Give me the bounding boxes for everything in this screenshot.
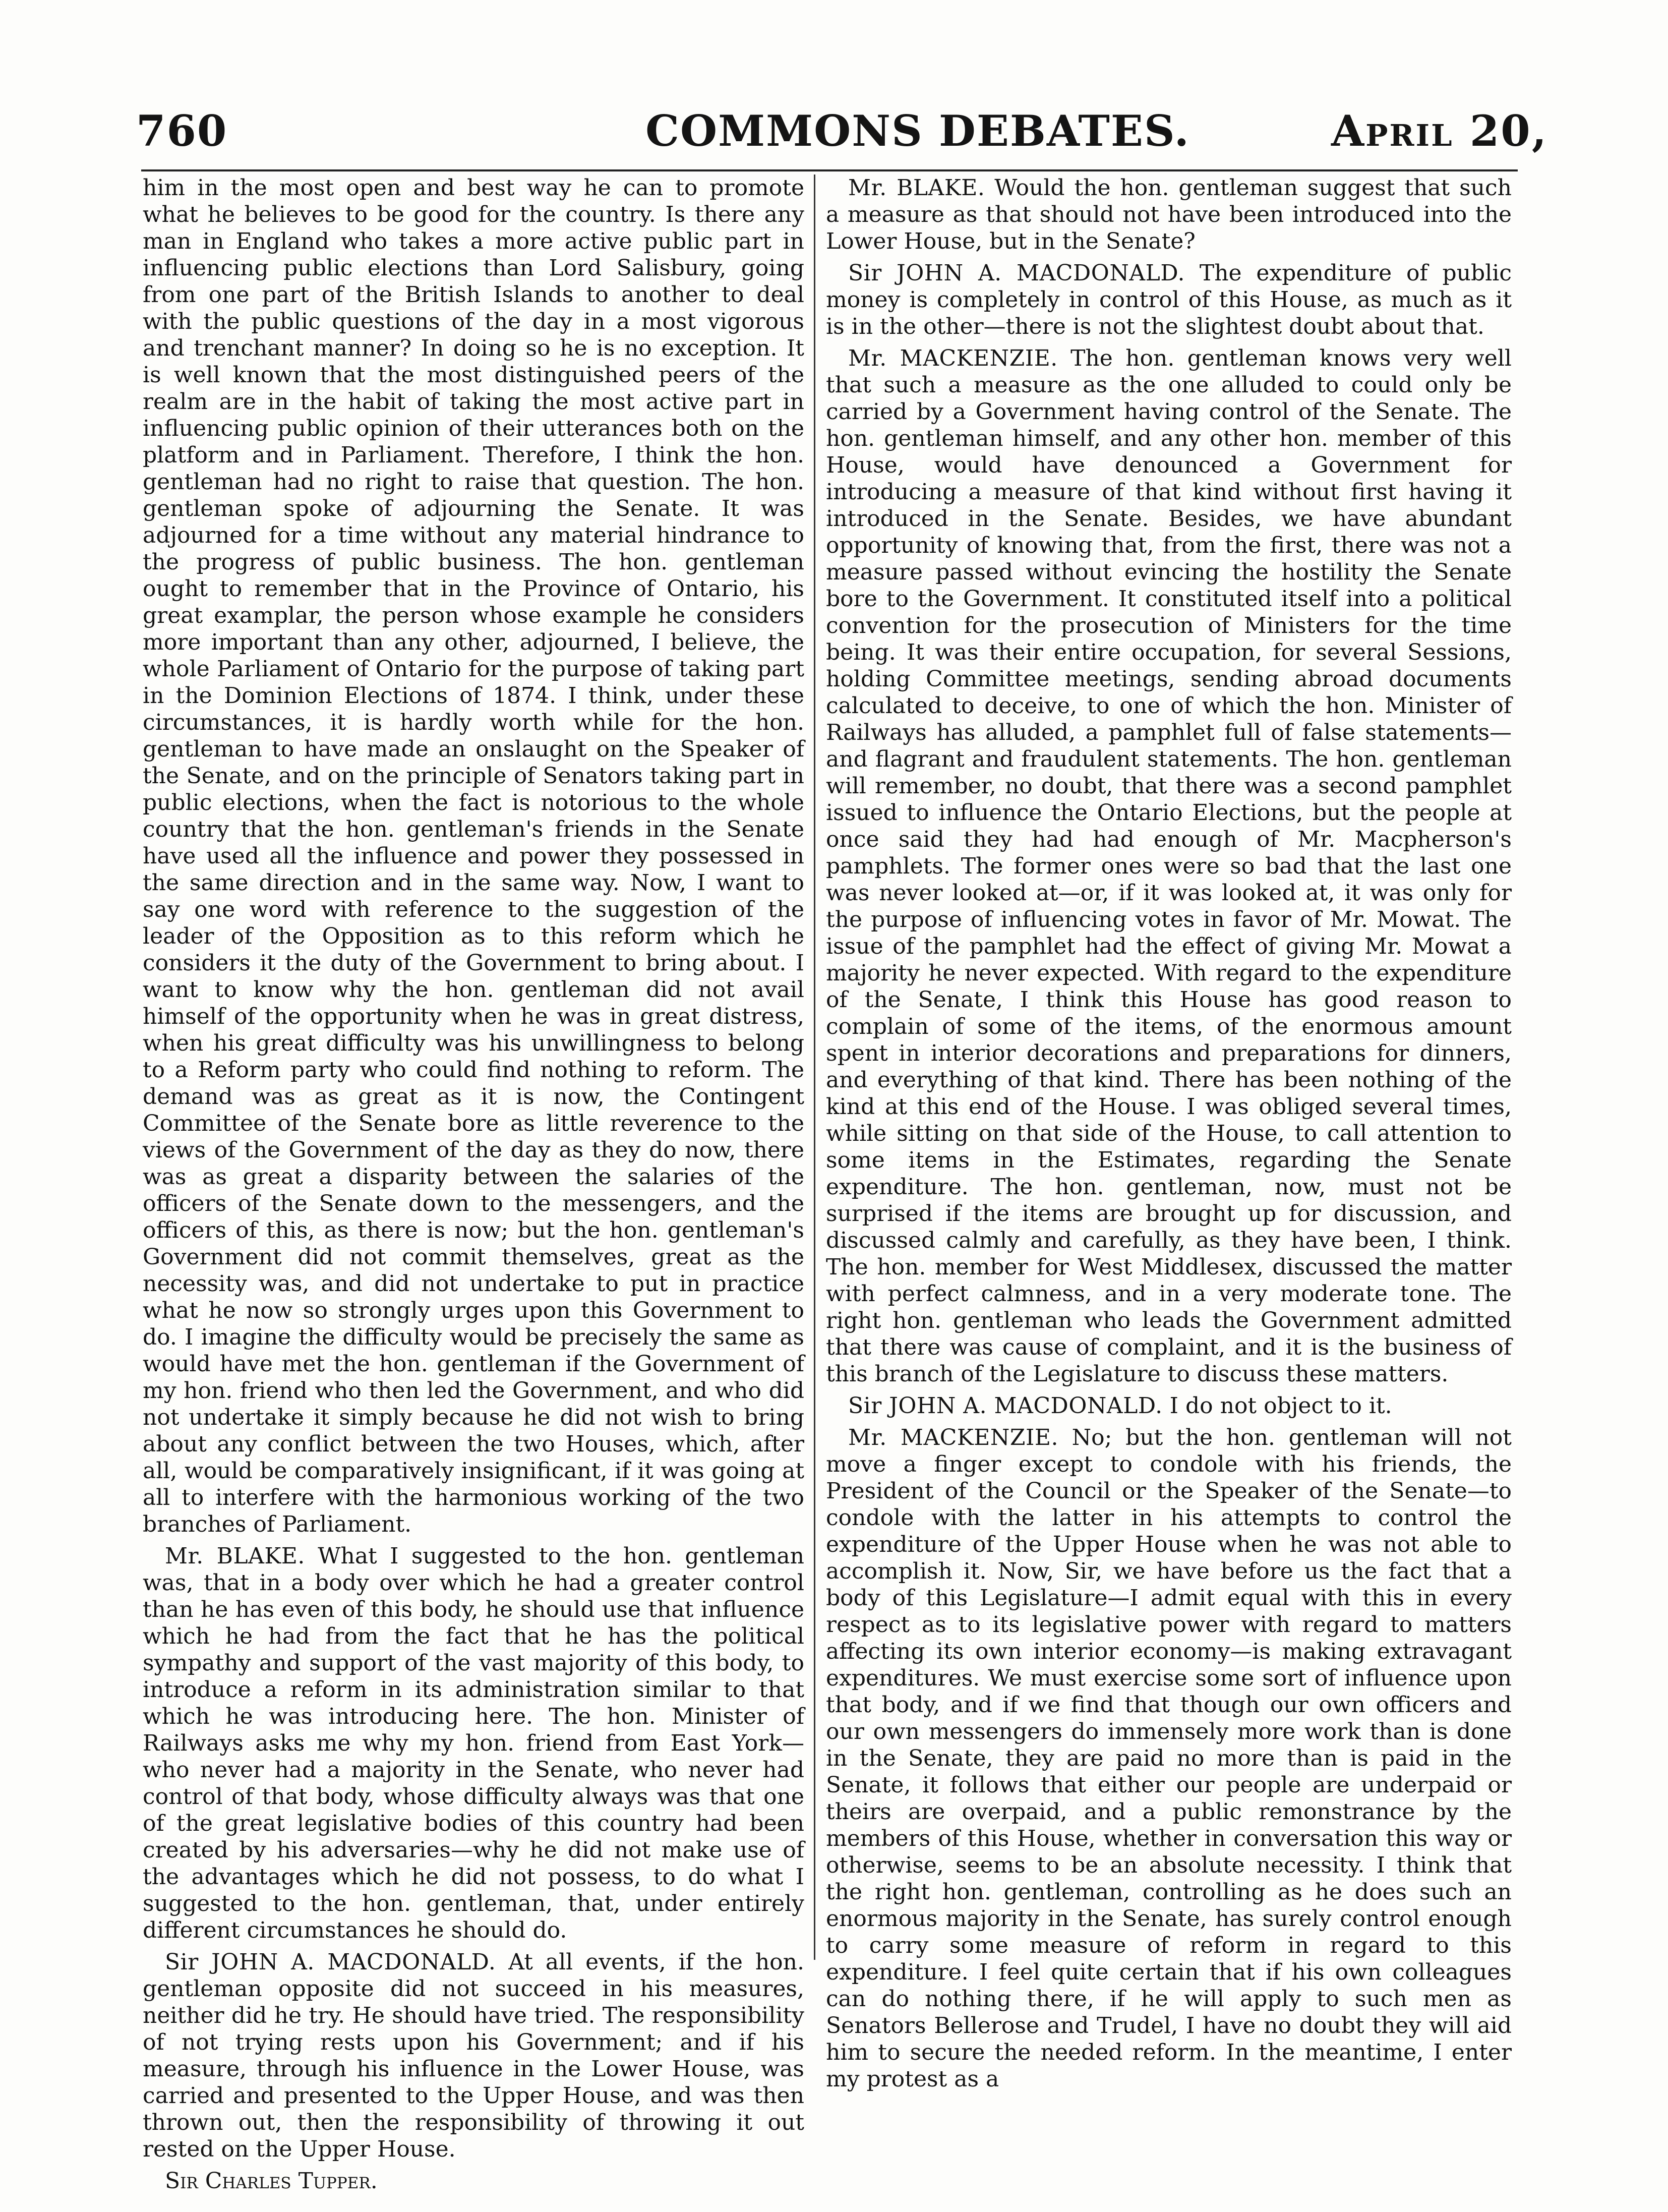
page-number: 760 [136, 106, 228, 156]
paragraph [826, 174, 1512, 255]
paragraph-text: The expenditure of public money is completely in control of this House, as much as it is in the other—there is not the slightest doubt about that. [826, 260, 1512, 339]
speaker-name: Mr. BLAKE. [165, 1543, 305, 1569]
paragraph-text: At all events, if the hon. gentleman opposite did not succeed in his measures, neither did he try. He should have tried. The responsibility of not trying rests upon his Government; and if his measure, through his influence in the Lower House, was carried and presented to the Upper House, and was then thrown out, then the responsibility of throwing it out rested on the Upper House. [143, 1949, 804, 2162]
speaker-name: Mr. MACKENZIE. [848, 1425, 1058, 1450]
paragraph [143, 1949, 804, 2163]
right-column [826, 174, 1512, 2092]
speaker-name: Mr. BLAKE. [848, 175, 985, 201]
paragraph-text: What I suggested to the hon. gentleman was, that in a body over which he had a greater control than he has even of this body, he should use that influence which he had from the fact that he has the political sympathy and support of the vast majority of this body, to introduce a reform in its administration similar to that which he was introducing here. The hon. Minister of Railways asks me why my hon. friend from East York—who never had a majority in the Senate, who never had control of that body, whose difficulty always was that one of the great legislative bodies of this country had been created by his adversaries—why he did not make use of the advantages which he did not possess, to do what I suggested to the hon. gentleman, that, under entirely different circumstances he should do. [143, 1543, 804, 1943]
speaker-name: Sir JOHN A. MACDONALD. [848, 1393, 1163, 1419]
paragraph [826, 1424, 1512, 2092]
paragraph [826, 1392, 1512, 1419]
speaker-name: Sir JOHN A. MACDONALD. [165, 1949, 496, 1975]
publication-title: COMMONS DEBATES. [645, 106, 1190, 156]
paragraph [143, 174, 804, 1538]
paragraph-text: Would the hon. gentleman suggest that such a measure as that should not have been introduced into the Lower House, but in the Senate? [826, 175, 1512, 254]
paragraph-text: him in the most open and best way he can to promote what he believes to be good for the country. Is there any man in England who takes a more active public part in influencing public elections than Lord Salisbury, going from one part of the British Islands to another to deal with the public questions of the day in a most vigorous and trenchant manner? In doing so he is no exception. It is well known that the most distinguished peers of the realm are in the habit of taking the most active part in influencing public opinion of their utterances both on the platform and in Parliament. Therefore, I think the hon. gentleman had no right to raise that question. The hon. gentleman spoke of adjourning the Senate. It was adjourned for a time without any material hindrance to the progress of public business. The hon. gentleman ought to remember that in the Province of Ontario, his great examplar, the person whose example he considers more important than any other, adjourned, I believe, the whole Parliament of Ontario for the purpose of taking part in the Dominion Elections of 1874. I think, under these circumstances, it is hardly worth while for the hon. gentleman to have made an onslaught on the Speaker of the Senate, and on the principle of Senators taking part in public elections, when the fact is notorious to the whole country that the hon. gentleman's friends in the Senate have used all the influence and power they possessed in the same direction and in the same way. Now, I want to say one word with reference to the suggestion of the leader of the Opposition as to this reform which he considers it the duty of the Government to bring about. I want to know why the hon. gentleman did not avail himself of the opportunity when he was in great distress, when his great difficulty was his unwillingness to belong to a Reform party who could find nothing to reform. The demand was as great as it is now, the Contingent Committee of the Senate bore as little reverence to the views of the Government of the day as they do now, there was as great a disparity between the salaries of the officers of the Senate down to the messengers, and the officers of this, as there is now; but the hon. gentleman's Government did not commit themselves, great as the necessity was, and did not undertake to put in practice what he now so strongly urges upon this Government to do. I imagine the difficulty would be precisely the same as would have met the hon. gentleman if the Government of my hon. friend who then led the Government, and who did not undertake it simply because he did not wish to bring about any conflict between the two Houses, which, after all, would be comparatively insignificant, if it was going at all to interfere with the harmonious working of the two branches of Parliament. [143, 175, 804, 1537]
column-divider [814, 174, 815, 1960]
speaker-name: Mr. MACKENZIE. [848, 345, 1058, 371]
left-column [143, 174, 804, 2194]
page-date: April 20, [1331, 106, 1548, 156]
speaker-name: Sir JOHN A. MACDONALD. [848, 260, 1185, 286]
page-header [136, 106, 1548, 161]
paragraph-text: No; but the hon. gentleman will not move a finger except to condole with his friends, the President of the Council or the Speaker of the Senate—to condole with the latter in his attempts to control the expenditure of the Upper House when he was not able to accomplish it. Now, Sir, we have before us the fact that a body of this Legislature—I admit equal with this in every respect as to its legislative power with regard to matters affecting its own interior economy—is making extravagant expenditures. We must exercise some sort of influence upon that body, and if we find that though our own officers and our own messengers do immensely more work than is done in the Senate, they are paid no more than is paid in the Senate, it follows that either our people are underpaid or theirs are overpaid, and a public remonstrance by the members of this House, whether in conversation this way or otherwise, seems to be an absolute necessity. I think that the right hon. gentleman, controlling as he does such an enormous majority in the Senate, has surely control enough to carry some measure of reform in regard to this expenditure. I feel quite certain that if his own colleagues can do nothing there, if he will apply to such men as Senators Bellerose and Trudel, I have no doubt they will aid him to secure the needed reform. In the meantime, I enter my protest as a [826, 1425, 1512, 2092]
header-rule [141, 169, 1518, 171]
paragraph-text: I do not object to it. [1169, 1393, 1392, 1419]
paragraph [826, 260, 1512, 340]
paragraph [143, 1543, 804, 1944]
paragraph [826, 345, 1512, 1387]
paragraph-text: The hon. gentleman knows very well that such a measure as the one alluded to could only be carried by a Government having control of the Senate. The hon. gentleman himself, and any other hon. member of this House, would have denounced a Government for introducing a measure of that kind without first having it introduced in the Senate. Besides, we have abundant opportunity of knowing that, from the first, there was not a measure passed without evincing the hostility the Senate bore to the Government. It constituted itself into a political convention for the prosecution of Ministers for the time being. It was their entire occupation, for several Sessions, holding Committee meetings, sending abroad documents calculated to deceive, to one of which the hon. Minister of Railways has alluded, a pamphlet full of false statements—and flagrant and fraudulent statements. The hon. gentleman will remember, no doubt, that there was a second pamphlet issued to influence the Ontario Elections, but the people at once said they had had enough of Mr. Macpherson's pamphlets. The former ones were so bad that the last one was never looked at—or, if it was looked at, it was only for the purpose of influencing votes in favor of Mr. Mowat. The issue of the pamphlet had the effect of giving Mr. Mowat a majority he never expected. With regard to the expenditure of the Senate, I think this House has good reason to complain of some of the items, of the enormous amount spent in interior decorations and preparations for dinners, and everything of that kind. There has been nothing of the kind at this end of the House. I was obliged several times, while sitting on that side of the House, to call attention to some items in the Estimates, regarding the Senate expenditure. The hon. gentleman, now, must not be surprised if the items are brought up for discussion, and discussed calmly and carefully, as they have been, I think. The hon. member for West Middlesex, discussed the matter with perfect calmness, and in a very moderate tone. The right hon. gentleman who leads the Government admitted that there was cause of complaint, and it is the business of this branch of the Legislature to discuss these matters. [826, 345, 1512, 1387]
closing-speaker: Sir Charles Tupper. [165, 2168, 378, 2194]
